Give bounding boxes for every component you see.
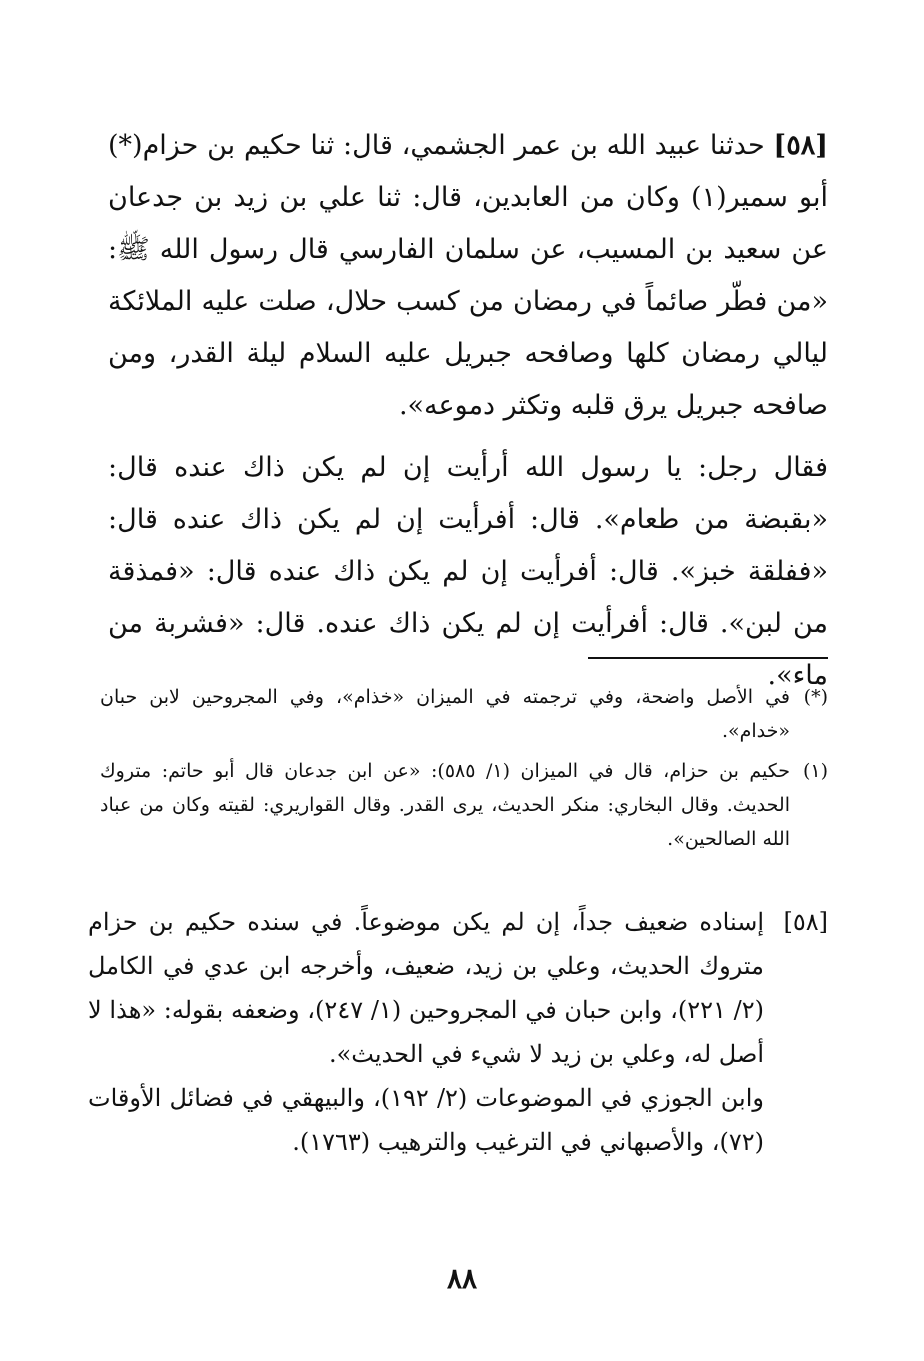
footnote-marker: (١) bbox=[802, 760, 828, 782]
takhrij-block bbox=[88, 900, 828, 1164]
takhrij-number: [٥٨] bbox=[783, 908, 828, 936]
takhrij-body bbox=[88, 900, 764, 1164]
footnotes bbox=[100, 680, 828, 862]
page-number: ٨٨ bbox=[446, 1262, 478, 1295]
takhrij-paragraph-1: إسناده ضعيف جداً، إن لم يكن موضوعاً. في سنده حكيم بن حزام متروك الحديث، وعلي بن زيد، ضعيف، وأخرجه ابن عدي في الكامل (٢/ ٢٢١)، وابن حبان في المجروحين (١/ ٢٤٧)، وضعفه بقوله: «هذا لا أصل له، وعلي بن زيد لا شيء في الحديث». bbox=[88, 908, 765, 1068]
footnote-asterisk bbox=[100, 680, 828, 748]
footnote-text: حكيم بن حزام، قال في الميزان (١/ ٥٨٥): «عن ابن جدعان قال أبو حاتم: متروك الحديث. وقال البخاري: منكر الحديث، يرى القدر. وقال القواريري: لقيته وكان من عباد الله الصالحين». bbox=[100, 760, 790, 850]
hadith-text bbox=[108, 120, 828, 712]
hadith-paragraph-1 bbox=[108, 120, 828, 432]
footnote-marker: (*) bbox=[803, 686, 828, 708]
hadith-number: [٥٨] bbox=[773, 130, 828, 161]
hadith-paragraph-2: فقال رجل: يا رسول الله أرأيت إن لم يكن ذاك عنده قال: «بقبضة من طعام». قال: أفرأيت إن لم يكن ذاك عنده قال: «ففلقة خبز». قال: أفرأيت إن لم يكن ذاك عنده قال: «فمذقة من لبن». قال: أفرأيت إن لم يكن ذاك عنده. قال: «فشربة من ماء». bbox=[108, 452, 828, 691]
footnote-separator bbox=[588, 657, 828, 659]
takhrij-section bbox=[88, 900, 828, 1164]
footnote-1 bbox=[100, 754, 828, 856]
takhrij-paragraph-2: وابن الجوزي في الموضوعات (٢/ ١٩٢)، والبيهقي في فضائل الأوقات (٧٢)، والأصبهاني في الترغيب والترهيب (١٧٦٣). bbox=[88, 1084, 764, 1156]
hadith-paragraph-1-text: حدثنا عبيد الله بن عمر الجشمي، قال: ثنا حكيم بن حزام(*) أبو سمير(١) وكان من العابدين، قال: ثنا علي بن زيد بن جدعان عن سعيد بن المسيب، عن سلمان الفارسي قال رسول الله ﷺ: «من فطّر صائماً في رمضان من كسب حلال، صلت عليه الملائكة ليالي رمضان كلها وصافحه جبريل عليه السلام ليلة القدر، ومن صافحه جبريل يرق قلبه وتكثر دموعه». bbox=[108, 130, 828, 421]
footnote-text: في الأصل واضحة، وفي ترجمته في الميزان «خذام»، وفي المجروحين لابن حبان «خدام». bbox=[100, 686, 790, 742]
